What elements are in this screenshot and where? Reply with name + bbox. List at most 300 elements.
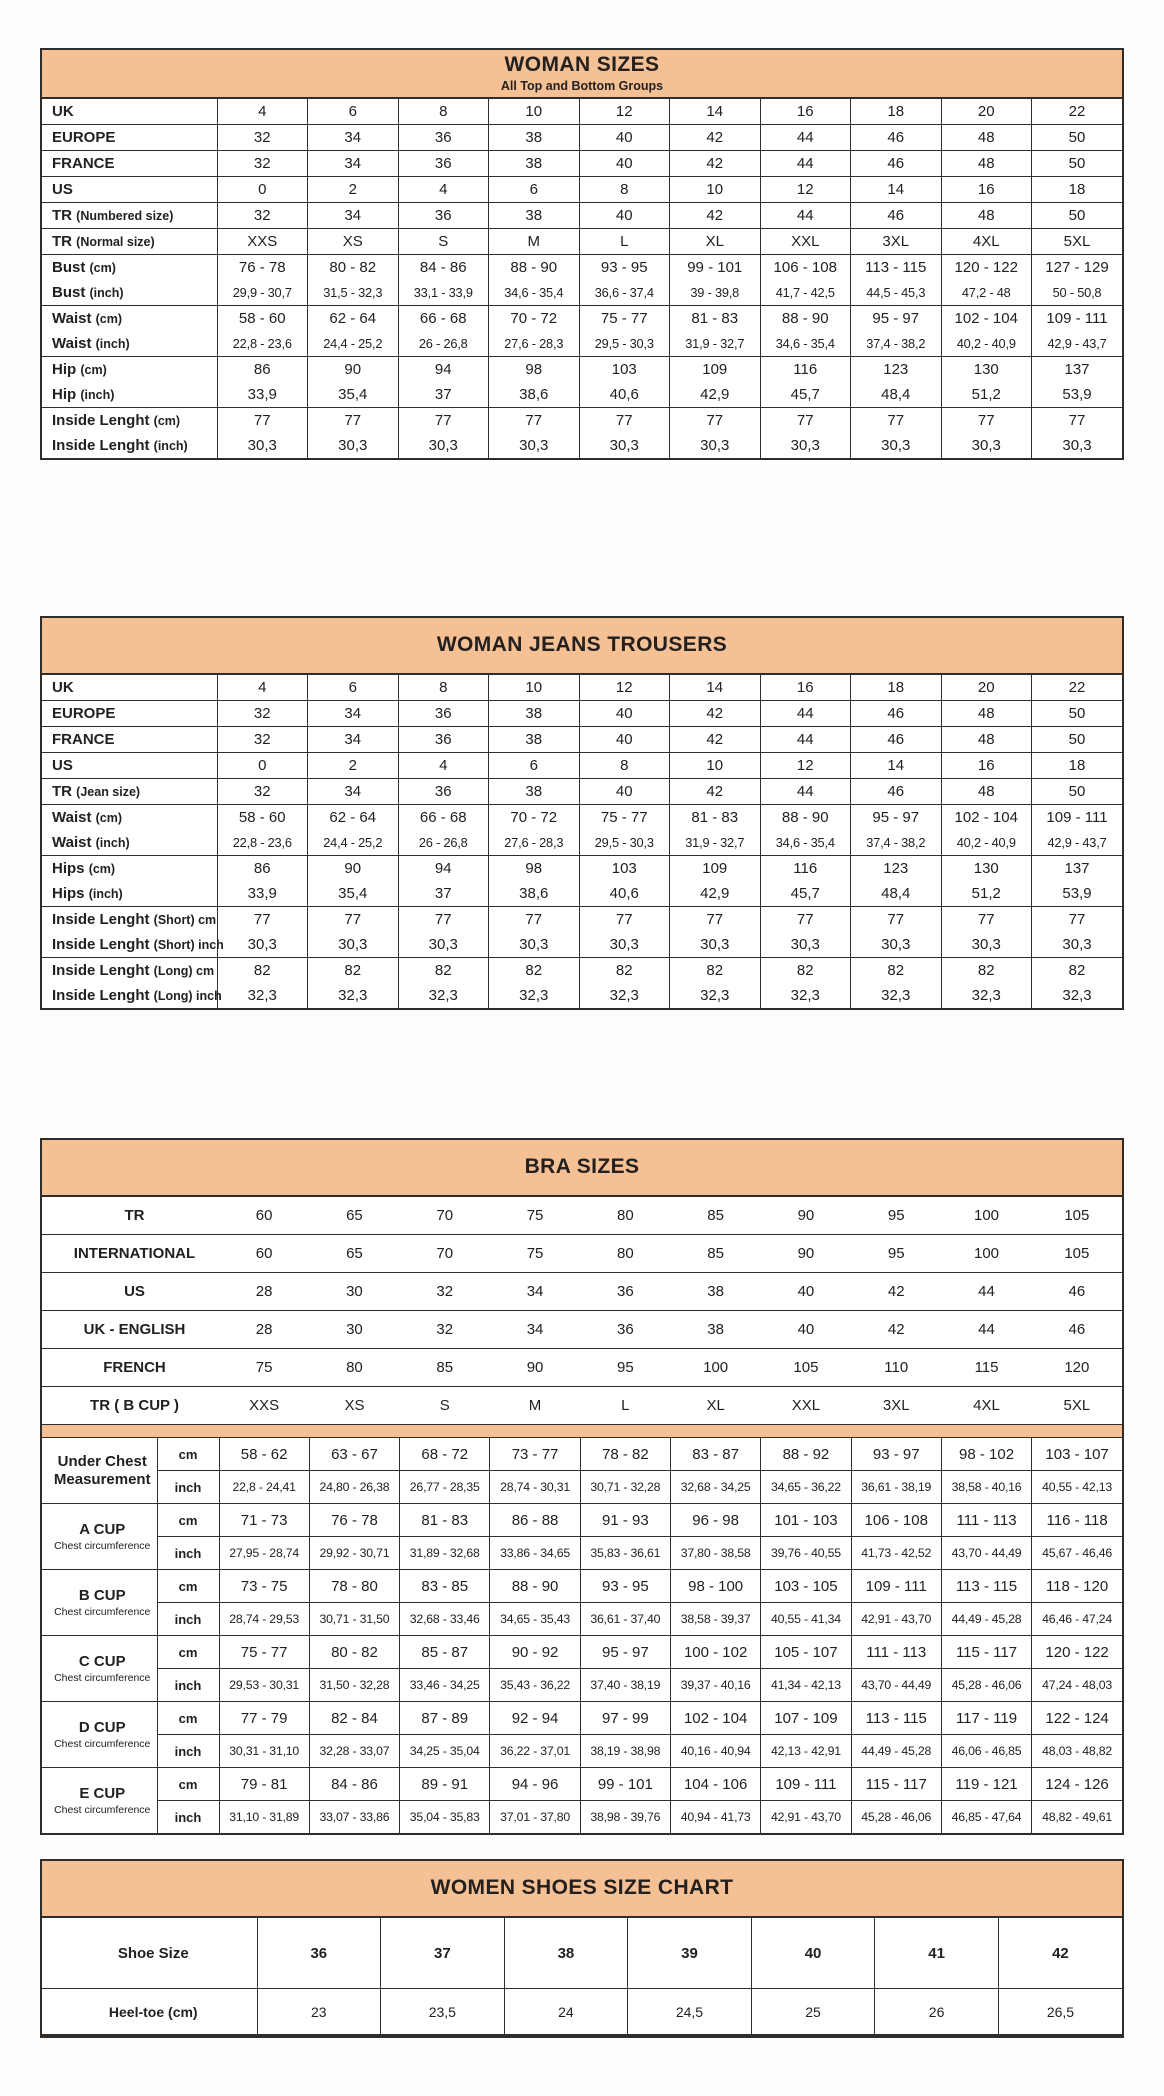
size-cell: 94 xyxy=(398,357,489,383)
size-cell: 85 - 87 xyxy=(400,1636,490,1669)
size-cell: 77 xyxy=(579,907,670,933)
size-cell: 30,3 xyxy=(398,932,489,958)
size-cell: 103 xyxy=(579,856,670,882)
size-cell: 36 xyxy=(398,701,489,727)
size-cell: 123 xyxy=(851,357,942,383)
cup-group xyxy=(42,1702,1122,1768)
row-label-main: Waist xyxy=(52,809,92,826)
size-cell: 35,83 - 36,61 xyxy=(580,1537,670,1570)
size-cell: 120 - 122 xyxy=(941,255,1032,281)
size-cell: 41,73 - 42,52 xyxy=(851,1537,941,1570)
size-cell: 51,2 xyxy=(941,382,1032,408)
row-label-note: (inch) xyxy=(95,836,130,850)
size-cell: 18 xyxy=(1032,177,1123,203)
table-row xyxy=(42,1768,1122,1801)
size-cell: 26 - 26,8 xyxy=(398,830,489,856)
size-cell: 66 - 68 xyxy=(398,306,489,332)
size-cell: 32,68 - 34,25 xyxy=(670,1471,760,1504)
unit-label-cm: cm xyxy=(157,1636,219,1669)
row-label: US xyxy=(124,1283,145,1300)
table-row xyxy=(42,830,1122,856)
size-cell: 86 xyxy=(217,357,308,383)
size-cell: 95 xyxy=(887,1207,905,1224)
size-cell: 23,5 xyxy=(381,1989,505,2035)
size-cell: 22 xyxy=(1032,675,1123,701)
size-cell: 46,85 - 47,64 xyxy=(941,1801,1031,1834)
size-cell: 36 xyxy=(257,1918,381,1989)
size-cell: 81 - 83 xyxy=(400,1504,490,1537)
size-cell: 32,3 xyxy=(1032,983,1123,1008)
size-cell: 30,3 xyxy=(217,433,308,458)
table-row xyxy=(42,675,1122,701)
size-cell: 14 xyxy=(670,99,761,125)
table-row xyxy=(42,99,1122,125)
size-cell: 30,3 xyxy=(308,433,399,458)
size-cell: 58 - 60 xyxy=(217,306,308,332)
size-cell: 36 xyxy=(398,151,489,177)
size-cell: 42,91 - 43,70 xyxy=(851,1603,941,1636)
cup-label-title: E CUP xyxy=(79,1784,126,1802)
row-group xyxy=(42,701,1122,727)
size-cell: 34 xyxy=(308,151,399,177)
size-cell: 5XL xyxy=(1063,1397,1091,1414)
size-cell: 103 xyxy=(579,357,670,383)
table-row xyxy=(42,203,1122,229)
cup-label-title: B CUP xyxy=(78,1586,126,1604)
size-cell: 77 xyxy=(851,907,942,933)
table-row xyxy=(42,1349,1122,1387)
size-cell: 75 - 77 xyxy=(219,1636,309,1669)
row-group xyxy=(42,229,1122,255)
row-label-note: (inch) xyxy=(89,286,124,300)
size-cell: 29,5 - 30,3 xyxy=(579,331,670,357)
table-row xyxy=(42,907,1122,933)
size-cell: 65 xyxy=(346,1207,363,1224)
size-cell: 103 - 105 xyxy=(761,1570,851,1603)
row-label xyxy=(42,907,217,933)
cup-label-title: D CUP xyxy=(78,1718,126,1736)
size-cell: 44 xyxy=(760,125,851,151)
size-cell: 90 xyxy=(308,357,399,383)
size-grid xyxy=(42,675,1122,1008)
row-label: Shoe Size xyxy=(117,1944,189,1962)
size-cell: 24,4 - 25,2 xyxy=(308,830,399,856)
size-cell: 34 xyxy=(308,125,399,151)
size-cell: 39,37 - 40,16 xyxy=(670,1669,760,1702)
size-cell: 38 xyxy=(489,125,580,151)
size-cell: 32 xyxy=(217,151,308,177)
size-cell: 44 xyxy=(760,203,851,229)
table-row xyxy=(42,1387,1122,1425)
size-cell: 105 - 107 xyxy=(761,1636,851,1669)
size-cell: 98 xyxy=(489,357,580,383)
size-cell: 106 - 108 xyxy=(851,1504,941,1537)
size-cell: 44 xyxy=(760,779,851,805)
size-cell: 10 xyxy=(670,753,761,779)
size-cell: 116 xyxy=(760,856,851,882)
row-label-main: TR xyxy=(52,207,72,224)
row-label-main: Waist xyxy=(52,335,92,352)
size-cell: 6 xyxy=(308,99,399,125)
size-cell: 102 - 104 xyxy=(941,306,1032,332)
row-label: FRANCE xyxy=(52,731,115,748)
size-cell: 10 xyxy=(489,99,580,125)
size-cell: 37,4 - 38,2 xyxy=(851,331,942,357)
row-label-main: Bust xyxy=(52,284,86,301)
size-cell: 10 xyxy=(489,675,580,701)
size-cell: 42 xyxy=(887,1283,905,1300)
size-cell: 25 xyxy=(751,1989,875,2035)
size-cell: 34,65 - 35,43 xyxy=(490,1603,580,1636)
unit-label-inch: inch xyxy=(157,1669,219,1702)
row-label xyxy=(42,357,217,383)
size-cell: 3XL xyxy=(882,1397,910,1414)
size-cell: 6 xyxy=(308,675,399,701)
size-cell: 50 xyxy=(1032,727,1123,753)
size-cell: 105 xyxy=(1064,1245,1090,1262)
cup-group xyxy=(42,1504,1122,1570)
size-cell: 116 xyxy=(760,357,851,383)
size-cell: 36 xyxy=(398,125,489,151)
size-cell: 90 - 92 xyxy=(490,1636,580,1669)
size-cell: 38 xyxy=(489,203,580,229)
size-cell: 78 - 80 xyxy=(309,1570,399,1603)
size-cell: 94 - 96 xyxy=(490,1768,580,1801)
size-cell: 29,9 - 30,7 xyxy=(217,280,308,306)
size-cell: 100 - 102 xyxy=(670,1636,760,1669)
row-label: TR xyxy=(124,1207,145,1224)
size-cell: 38,6 xyxy=(489,382,580,408)
size-cell: 77 xyxy=(217,408,308,434)
cup-label xyxy=(42,1702,157,1768)
size-cell: 30,31 - 31,10 xyxy=(219,1735,309,1768)
size-cell: 82 xyxy=(579,958,670,984)
table-row xyxy=(42,881,1122,907)
size-cell: 88 - 90 xyxy=(489,255,580,281)
size-cell: M xyxy=(528,1397,542,1414)
size-cell: 28 xyxy=(255,1283,273,1300)
row-group xyxy=(42,1197,1122,1424)
cup-group xyxy=(42,1438,1122,1504)
size-cell: 28,74 - 29,53 xyxy=(219,1603,309,1636)
size-cell: 14 xyxy=(851,753,942,779)
table-row xyxy=(42,1570,1122,1603)
size-cell: 40,55 - 42,13 xyxy=(1032,1471,1122,1504)
row-label: UK xyxy=(52,679,74,696)
size-cell: 111 - 113 xyxy=(851,1636,941,1669)
size-cell: 77 xyxy=(217,907,308,933)
size-cell: 77 xyxy=(1032,408,1123,434)
bra-sizes-header xyxy=(42,1140,1122,1197)
row-label xyxy=(42,382,217,408)
size-cell: 38 xyxy=(489,779,580,805)
size-cell: 38 xyxy=(489,701,580,727)
size-cell: 77 xyxy=(941,907,1032,933)
cup-label-title: A CUP xyxy=(79,1520,126,1538)
size-cell: 30,71 - 31,50 xyxy=(309,1603,399,1636)
size-cell: 30,3 xyxy=(760,433,851,458)
size-cell: 32 xyxy=(217,125,308,151)
unit-label-cm: cm xyxy=(157,1504,219,1537)
size-cell: 30,3 xyxy=(308,932,399,958)
size-cell: 48,82 - 49,61 xyxy=(1032,1801,1122,1834)
size-cell: 46,46 - 47,24 xyxy=(1032,1603,1122,1636)
size-cell: 91 - 93 xyxy=(580,1504,670,1537)
size-cell: 77 xyxy=(941,408,1032,434)
size-cell: 95 - 97 xyxy=(851,306,942,332)
size-cell: 47,2 - 48 xyxy=(941,280,1032,306)
table-row xyxy=(42,1702,1122,1735)
size-cell: 32,3 xyxy=(398,983,489,1008)
row-label xyxy=(42,203,217,229)
size-cell: 106 - 108 xyxy=(760,255,851,281)
size-cell: 46,06 - 46,85 xyxy=(941,1735,1031,1768)
size-cell: 22,8 - 23,6 xyxy=(217,830,308,856)
size-cell: 35,4 xyxy=(308,382,399,408)
size-cell: 130 xyxy=(941,856,1032,882)
size-cell: 39 xyxy=(628,1918,752,1989)
size-cell: 35,4 xyxy=(308,881,399,907)
row-group xyxy=(42,1918,1122,2034)
size-cell: 137 xyxy=(1032,856,1123,882)
size-cell: 0 xyxy=(217,177,308,203)
cup-label-subtitle: Chest circumference xyxy=(54,1738,151,1751)
size-cell: 33,1 - 33,9 xyxy=(398,280,489,306)
size-cell: 109 - 111 xyxy=(1032,306,1123,332)
row-group xyxy=(42,856,1122,907)
table-row xyxy=(42,1537,1122,1570)
size-cell: 127 - 129 xyxy=(1032,255,1123,281)
size-cell: 40,2 - 40,9 xyxy=(941,331,1032,357)
size-cell: 42 xyxy=(670,151,761,177)
size-cell: 98 - 100 xyxy=(670,1570,760,1603)
row-label-note: (Normal size) xyxy=(76,235,155,249)
table-row xyxy=(42,177,1122,203)
size-cell: 75 - 77 xyxy=(579,306,670,332)
shoes-size-table xyxy=(40,1859,1124,2038)
bra-band-grid xyxy=(42,1197,1122,1424)
row-label-note: (Short) inch xyxy=(153,938,224,952)
size-cell: 95 xyxy=(616,1359,634,1376)
size-cell: 100 xyxy=(974,1245,1000,1262)
size-cell: 40 xyxy=(797,1321,815,1338)
size-cell: 31,5 - 32,3 xyxy=(308,280,399,306)
size-cell: 130 xyxy=(941,357,1032,383)
size-cell: XXL xyxy=(760,229,851,255)
size-cell: 40 xyxy=(579,727,670,753)
row-group xyxy=(42,177,1122,203)
size-cell: 113 - 115 xyxy=(851,255,942,281)
size-cell: 30,3 xyxy=(941,932,1032,958)
size-cell: 27,6 - 28,3 xyxy=(489,830,580,856)
size-cell: 30,3 xyxy=(670,932,761,958)
row-label xyxy=(42,856,217,882)
size-cell: 82 xyxy=(1032,958,1123,984)
size-cell: 38 xyxy=(489,727,580,753)
size-cell: 77 xyxy=(851,408,942,434)
size-cell: 109 xyxy=(670,357,761,383)
size-cell: 122 - 124 xyxy=(1032,1702,1122,1735)
size-cell: 16 xyxy=(760,675,851,701)
size-cell: 3XL xyxy=(851,229,942,255)
size-cell: 98 xyxy=(489,856,580,882)
size-cell: 47,24 - 48,03 xyxy=(1032,1669,1122,1702)
size-cell: 118 - 120 xyxy=(1032,1570,1122,1603)
size-cell: M xyxy=(489,229,580,255)
size-cell: 42,9 - 43,7 xyxy=(1032,331,1123,357)
size-cell: 75 xyxy=(526,1207,544,1224)
size-cell: 101 - 103 xyxy=(761,1504,851,1537)
row-group xyxy=(42,805,1122,856)
size-cell: 37,01 - 37,80 xyxy=(490,1801,580,1834)
size-cell: 32,3 xyxy=(489,983,580,1008)
size-cell: 42,9 - 43,7 xyxy=(1032,830,1123,856)
size-cell: 63 - 67 xyxy=(309,1438,399,1471)
size-cell: 22,8 - 23,6 xyxy=(217,331,308,357)
size-cell: 16 xyxy=(941,177,1032,203)
size-cell: 117 - 119 xyxy=(941,1702,1031,1735)
size-cell: 26,77 - 28,35 xyxy=(400,1471,490,1504)
size-cell: 50 xyxy=(1032,779,1123,805)
size-cell: 34,6 - 35,4 xyxy=(760,830,851,856)
table-row xyxy=(42,958,1122,984)
size-cell: 85 xyxy=(436,1359,454,1376)
size-cell: 98 - 102 xyxy=(941,1438,1031,1471)
jeans-trousers-body xyxy=(42,675,1122,1008)
size-cell: 32,28 - 33,07 xyxy=(309,1735,399,1768)
unit-label-cm: cm xyxy=(157,1570,219,1603)
size-cell: 2 xyxy=(308,177,399,203)
size-cell: 6 xyxy=(489,177,580,203)
size-cell: 30,3 xyxy=(579,433,670,458)
bra-cup-grid xyxy=(42,1438,1122,1833)
size-cell: 77 xyxy=(670,408,761,434)
table-row xyxy=(42,1918,1122,1989)
row-label-note: (cm) xyxy=(88,862,116,876)
cup-group xyxy=(42,1636,1122,1702)
size-cell: 107 - 109 xyxy=(761,1702,851,1735)
size-cell: 36,61 - 37,40 xyxy=(580,1603,670,1636)
row-label-main: Hips xyxy=(52,860,85,877)
cup-label xyxy=(42,1504,157,1570)
size-cell: 46 xyxy=(851,701,942,727)
woman-sizes-body xyxy=(42,99,1122,458)
row-label-note: (cm) xyxy=(153,414,181,428)
shoes-size-title: WOMEN SHOES SIZE CHART xyxy=(430,1876,734,1900)
size-cell: 20 xyxy=(941,675,1032,701)
size-cell: 40,16 - 40,94 xyxy=(670,1735,760,1768)
row-label-main: Bust xyxy=(52,259,86,276)
cup-label xyxy=(42,1636,157,1702)
size-cell: 38 xyxy=(504,1918,628,1989)
size-cell: 8 xyxy=(579,177,670,203)
size-cell: 44 xyxy=(760,151,851,177)
size-cell: 77 xyxy=(670,907,761,933)
size-cell: 27,6 - 28,3 xyxy=(489,331,580,357)
size-cell: 4 xyxy=(217,675,308,701)
row-group xyxy=(42,779,1122,805)
row-label xyxy=(42,779,217,805)
unit-label-cm: cm xyxy=(157,1702,219,1735)
size-cell: 94 xyxy=(398,856,489,882)
size-cell: 86 - 88 xyxy=(490,1504,580,1537)
size-cell: 80 xyxy=(346,1359,363,1376)
cup-label xyxy=(42,1438,157,1504)
size-cell: 42 xyxy=(670,779,761,805)
size-cell: 40,6 xyxy=(579,881,670,907)
size-cell: 37,4 - 38,2 xyxy=(851,830,942,856)
size-cell: 100 xyxy=(703,1359,729,1376)
size-cell: 50 - 50,8 xyxy=(1032,280,1123,306)
size-cell: 62 - 64 xyxy=(308,805,399,831)
size-cell: 28,74 - 30,31 xyxy=(490,1471,580,1504)
size-cell: 30,3 xyxy=(851,932,942,958)
row-label xyxy=(42,932,224,958)
row-label xyxy=(42,830,217,856)
size-cell: 46 xyxy=(851,151,942,177)
size-cell: 39 - 39,8 xyxy=(670,280,761,306)
cup-group xyxy=(42,1570,1122,1636)
size-cell: 34,25 - 35,04 xyxy=(400,1735,490,1768)
size-cell: 30,3 xyxy=(1032,932,1123,958)
cup-label xyxy=(42,1570,157,1636)
size-cell: XXL xyxy=(791,1397,821,1414)
size-cell: 14 xyxy=(851,177,942,203)
row-label-main: Inside Lenght xyxy=(52,936,150,953)
size-cell: 42 xyxy=(670,727,761,753)
row-label xyxy=(42,306,217,332)
size-cell: 113 - 115 xyxy=(851,1702,941,1735)
size-cell: 31,50 - 32,28 xyxy=(309,1669,399,1702)
size-cell: 42 xyxy=(670,125,761,151)
size-cell: 32,3 xyxy=(579,983,670,1008)
size-cell: 40 xyxy=(751,1918,875,1989)
size-cell: 46 xyxy=(851,203,942,229)
size-cell: 46 xyxy=(1068,1321,1086,1338)
size-cell: 77 xyxy=(308,907,399,933)
size-cell: 93 - 95 xyxy=(579,255,670,281)
size-cell: 43,70 - 44,49 xyxy=(941,1537,1031,1570)
size-cell: 48 xyxy=(941,151,1032,177)
cup-label-subtitle: Chest circumference xyxy=(54,1804,151,1817)
table-row xyxy=(42,280,1122,306)
size-cell: 8 xyxy=(579,753,670,779)
size-cell: 28 xyxy=(255,1321,273,1338)
size-cell: 42 xyxy=(998,1918,1122,1989)
row-label xyxy=(42,805,217,831)
size-cell: 38,58 - 40,16 xyxy=(941,1471,1031,1504)
size-cell: 24 xyxy=(504,1989,628,2035)
size-cell: 32 xyxy=(217,727,308,753)
size-cell: 44 xyxy=(978,1321,995,1338)
size-cell: 37,80 - 38,58 xyxy=(670,1537,760,1570)
row-label: EUROPE xyxy=(52,129,116,146)
size-cell: 30,3 xyxy=(760,932,851,958)
size-cell: 73 - 75 xyxy=(219,1570,309,1603)
size-cell: 30,3 xyxy=(489,433,580,458)
size-cell: 26 - 26,8 xyxy=(398,331,489,357)
size-cell: 82 - 84 xyxy=(309,1702,399,1735)
bra-sizes-title: BRA SIZES xyxy=(524,1155,640,1179)
row-label: FRANCE xyxy=(52,155,115,172)
size-cell: 109 - 111 xyxy=(761,1768,851,1801)
size-cell: 31,89 - 32,68 xyxy=(400,1537,490,1570)
row-label-note: (inch) xyxy=(95,337,130,351)
size-cell: 45,67 - 46,46 xyxy=(1032,1537,1122,1570)
size-cell: 62 - 64 xyxy=(308,306,399,332)
size-cell: 44 xyxy=(760,727,851,753)
size-cell: 10 xyxy=(670,177,761,203)
